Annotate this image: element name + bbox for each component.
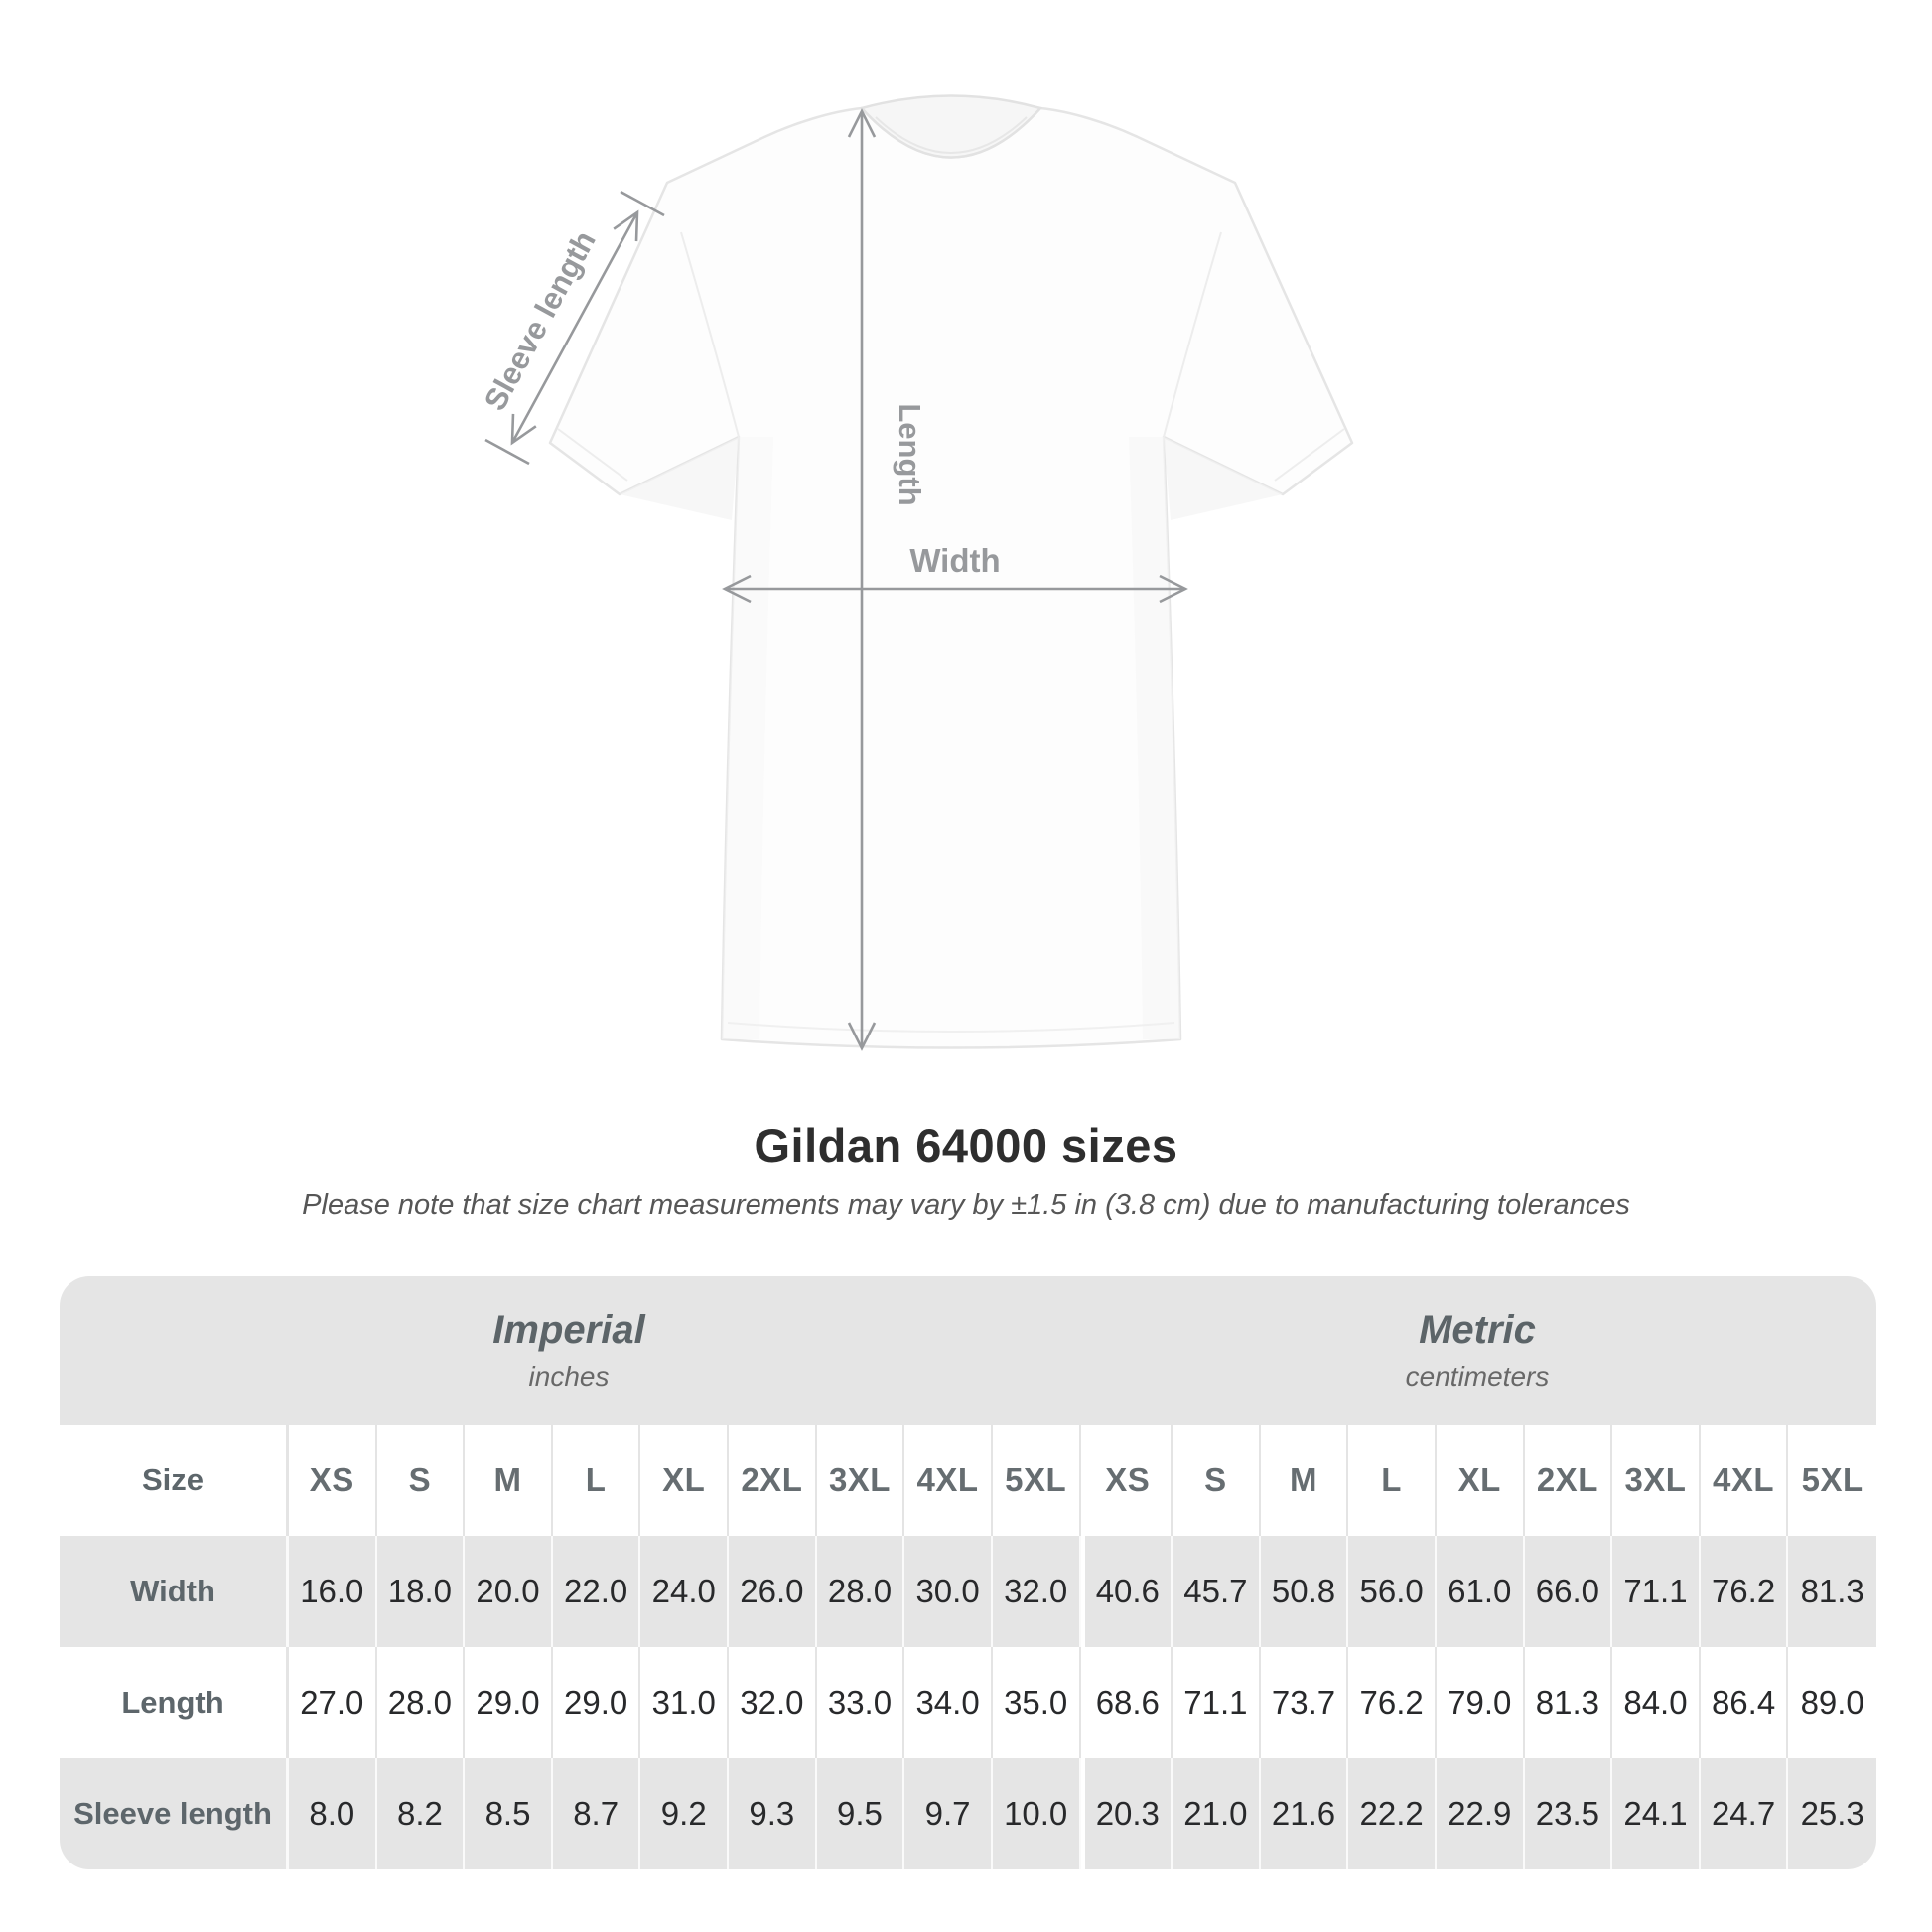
value-cell: 24.7 <box>1701 1758 1789 1869</box>
measurement-row-label: Width <box>60 1536 289 1647</box>
value-cell: 23.5 <box>1525 1758 1613 1869</box>
value-cell: 29.0 <box>465 1647 553 1758</box>
value-cell: 71.1 <box>1173 1647 1261 1758</box>
imperial-header <box>60 1276 1078 1425</box>
value-cell: 20.0 <box>465 1536 553 1647</box>
value-cell: 61.0 <box>1437 1536 1525 1647</box>
value-cell: 8.0 <box>289 1758 377 1869</box>
value-cell: 34.0 <box>904 1647 993 1758</box>
size-cell: 4XL <box>904 1425 993 1536</box>
measurement-row-label: Sleeve length <box>60 1758 289 1869</box>
measurement-row <box>60 1758 1876 1869</box>
value-cell: 21.0 <box>1173 1758 1261 1869</box>
size-cell: M <box>1261 1425 1349 1536</box>
value-cell: 81.3 <box>1525 1647 1613 1758</box>
size-cell: S <box>1173 1425 1261 1536</box>
imperial-unit: inches <box>528 1360 610 1392</box>
value-cell: 76.2 <box>1348 1647 1437 1758</box>
value-cell: 21.6 <box>1261 1758 1349 1869</box>
value-cell: 16.0 <box>289 1536 377 1647</box>
size-cell: 5XL <box>1801 1461 1863 1498</box>
size-cell: 3XL <box>817 1425 905 1536</box>
value-cell: 79.0 <box>1437 1647 1525 1758</box>
size-table <box>60 1276 1876 1869</box>
value-cell: 84.0 <box>1612 1647 1701 1758</box>
value-cell: 24.1 <box>1612 1758 1701 1869</box>
value-cell: 29.0 <box>553 1647 641 1758</box>
measurement-row-label: Length <box>60 1647 289 1758</box>
size-cell: 5XL <box>993 1425 1081 1536</box>
metric-header <box>1078 1276 1876 1425</box>
value-cell: 31.0 <box>640 1647 729 1758</box>
value-cell: 9.2 <box>640 1758 729 1869</box>
value-cell: 68.6 <box>1085 1647 1173 1758</box>
value-cell: 81.3 <box>1800 1573 1864 1609</box>
size-cell: L <box>553 1425 641 1536</box>
value-cell: 45.7 <box>1173 1536 1261 1647</box>
value-cell: 18.0 <box>377 1536 466 1647</box>
size-cell: XL <box>640 1425 729 1536</box>
size-row-label: Size <box>60 1425 289 1536</box>
value-cell: 35.0 <box>993 1647 1081 1758</box>
tolerance-note: Please note that size chart measurements may vary by ±1.5 in (3.8 cm) due to manufacturing tolerances <box>302 1189 1630 1221</box>
value-cell: 86.4 <box>1701 1647 1789 1758</box>
value-cell: 26.0 <box>729 1536 817 1647</box>
value-cell: 20.3 <box>1085 1758 1173 1869</box>
value-cell: 56.0 <box>1348 1536 1437 1647</box>
size-header-row <box>60 1425 1876 1536</box>
size-cell: 4XL <box>1701 1425 1789 1536</box>
size-cell: 2XL <box>729 1425 817 1536</box>
length-label: Length <box>893 403 927 506</box>
measurement-row <box>60 1647 1876 1758</box>
value-cell: 33.0 <box>817 1647 905 1758</box>
value-cell: 40.6 <box>1085 1536 1173 1647</box>
value-cell: 89.0 <box>1800 1684 1864 1721</box>
value-cell: 8.5 <box>465 1758 553 1869</box>
sleeve-length-label: Sleeve length <box>477 224 603 417</box>
value-cell: 9.5 <box>817 1758 905 1869</box>
value-cell: 28.0 <box>817 1536 905 1647</box>
size-cell: XL <box>1437 1425 1525 1536</box>
value-cell: 73.7 <box>1261 1647 1349 1758</box>
size-cell: XS <box>289 1425 377 1536</box>
value-cell: 9.3 <box>729 1758 817 1869</box>
value-cell: 76.2 <box>1701 1536 1789 1647</box>
value-cell: 8.7 <box>553 1758 641 1869</box>
metric-unit: centimeters <box>1405 1360 1550 1392</box>
size-cell: 3XL <box>1612 1425 1701 1536</box>
value-cell: 32.0 <box>729 1647 817 1758</box>
value-cell: 50.8 <box>1261 1536 1349 1647</box>
value-cell: 8.2 <box>377 1758 466 1869</box>
measurement-row <box>60 1536 1876 1647</box>
value-cell: 10.0 <box>993 1758 1081 1869</box>
value-cell: 71.1 <box>1612 1536 1701 1647</box>
value-cell: 22.9 <box>1437 1758 1525 1869</box>
value-cell: 27.0 <box>289 1647 377 1758</box>
value-cell: 22.0 <box>553 1536 641 1647</box>
value-cell: 30.0 <box>904 1536 993 1647</box>
value-cell: 9.7 <box>904 1758 993 1869</box>
value-cell: 25.3 <box>1800 1795 1864 1832</box>
size-cell: S <box>377 1425 466 1536</box>
width-label: Width <box>909 542 1001 579</box>
metric-title: Metric <box>1419 1308 1536 1352</box>
size-table-rows <box>60 1425 1876 1869</box>
table-header <box>60 1276 1876 1425</box>
imperial-title: Imperial <box>492 1308 645 1352</box>
value-cell: 28.0 <box>377 1647 466 1758</box>
size-cell: 2XL <box>1525 1425 1613 1536</box>
value-cell: 32.0 <box>993 1536 1081 1647</box>
size-cell: XS <box>1085 1425 1173 1536</box>
size-cell: L <box>1348 1425 1437 1536</box>
value-cell: 66.0 <box>1525 1536 1613 1647</box>
size-cell: M <box>465 1425 553 1536</box>
value-cell: 24.0 <box>640 1536 729 1647</box>
page-title: Gildan 64000 sizes <box>754 1119 1178 1172</box>
value-cell: 22.2 <box>1348 1758 1437 1869</box>
